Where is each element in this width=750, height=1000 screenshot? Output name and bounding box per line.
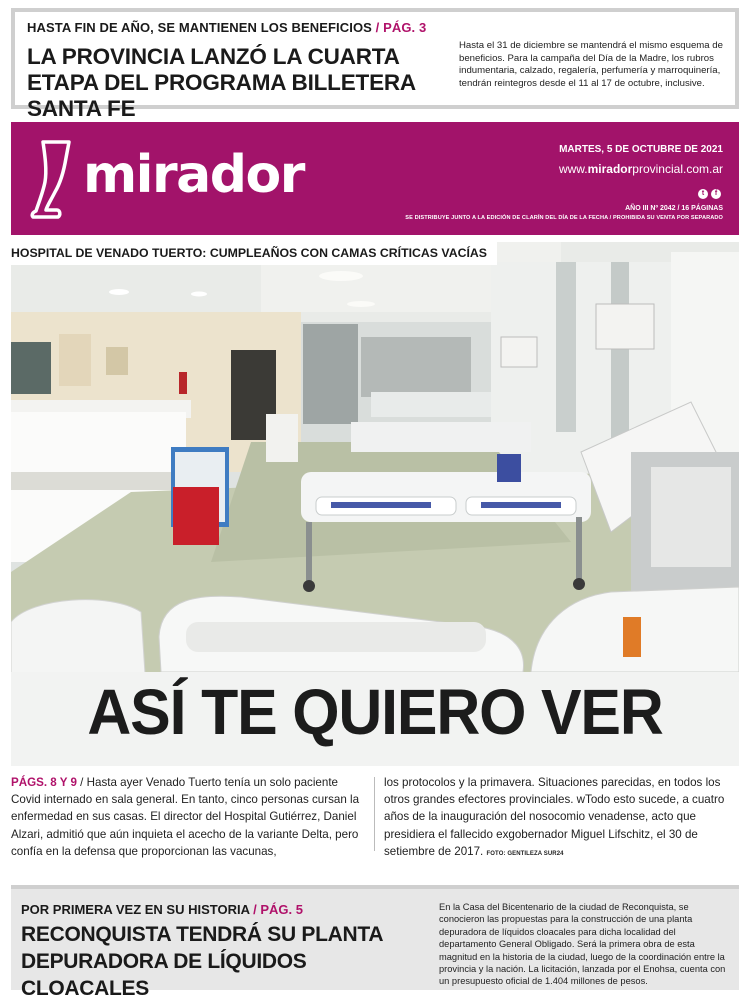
bottom-teaser-title[interactable]: RECONQUISTA TENDRÁ SU PLANTA DEPURADORA DE LÍQUIDOS CLOACALES — [21, 923, 383, 1000]
main-story-page-ref[interactable]: PÁGS. 8 Y 9 — [11, 776, 77, 789]
bottom-teaser-kicker-text: POR PRIMERA VEZ EN SU HISTORIA — [21, 902, 250, 917]
bottom-teaser-kicker — [21, 902, 303, 917]
column-divider — [374, 777, 375, 851]
main-story-text-1: Hasta ayer Venado Tuerto tenía un solo paciente Covid internado en sala general. En tanto, cinco personas cursan la enfermedad en sus casas. El director del Hospital Gutiérrez, Daniel Alzari, admitió que aún inquieta el acecho de la variante Delta, pero confía en la defensa que proporcionan las vacunas, — [11, 776, 360, 858]
twitter-icon[interactable]: t — [698, 189, 708, 199]
bottom-teaser[interactable] — [11, 885, 739, 1000]
logo-leg-icon — [29, 140, 79, 220]
website-link[interactable]: www.miradorprovincial.com.ar — [558, 162, 723, 176]
top-teaser-page-ref: / PÁG. 3 — [375, 20, 427, 35]
top-teaser-kicker — [27, 20, 426, 35]
main-story-text-2: los protocolos y la primavera. Situaciones parecidas, en todos los otros grandes efectores provinciales. wTodo esto sucede, a cuatro años de la inauguración del nosocomio venadense, acto que presidiera el fallecido exgobernador Miguel Lifschitz, el 30 de setiembre de 2017. — [384, 776, 725, 858]
top-teaser[interactable] — [11, 8, 739, 121]
main-story-column-1 — [11, 774, 366, 860]
top-teaser-text: Hasta el 31 de diciembre se mantendrá el mismo esquema de beneficios. Para la campaña del Día de la Madre, los rubros indumentaria, calzado, regalería, perfumería y marroquinería, tendrán reintegros desde el 11 al 17 de octubre, inclusive. — [459, 40, 723, 89]
main-story-kicker: HOSPITAL DE VENADO TUERTO: CUMPLEAÑOS CON CAMAS CRÍTICAS VACÍAS — [11, 242, 497, 265]
social-links — [698, 189, 721, 199]
top-teaser-kicker-text: HASTA FIN DE AÑO, SE MANTIENEN LOS BENEFICIOS — [27, 20, 372, 35]
bottom-teaser-page-ref: / PÁG. 5 — [253, 902, 303, 917]
logo-wordmark[interactable]: mirador — [83, 145, 304, 205]
edition-number: AÑO III Nº 2042 / 16 PÁGINAS — [625, 205, 723, 212]
masthead — [11, 122, 739, 235]
main-story-column-2 — [384, 774, 739, 863]
facebook-icon[interactable]: f — [711, 189, 721, 199]
distribution-note: SE DISTRIBUYE JUNTO A LA EDICIÓN DE CLARÍN DEL DÍA DE LA FECHA / PROHIBIDA SU VENTA POR SEPARADO — [405, 215, 723, 221]
bottom-teaser-text: En la Casa del Bicentenario de la ciudad de Reconquista, se conocieron las propuestas para la construcción de una planta depuradora de líquidos cloacales para dicha localidad del departamento General Obligado. Será la primera obra de esta magnitud en la historia de la ciudad, luego de la coordinación entre la provincia y la nación. La licitación, lanzada por el Enohsa, cuenta con un presupuesto oficial de 1.404 millones de pesos. — [439, 902, 726, 987]
photo-credit: FOTO: GENTILEZA SUR24 — [486, 850, 564, 857]
top-teaser-title[interactable]: LA PROVINCIA LANZÓ LA CUARTA ETAPA DEL PROGRAMA BILLETERA SANTA FE — [27, 44, 416, 121]
edition-date: MARTES, 5 DE OCTUBRE DE 2021 — [559, 144, 723, 155]
page-ref-separator: / — [76, 776, 87, 789]
main-headline[interactable]: ASÍ TE QUIERO VER — [87, 676, 663, 748]
main-photo — [11, 242, 739, 766]
